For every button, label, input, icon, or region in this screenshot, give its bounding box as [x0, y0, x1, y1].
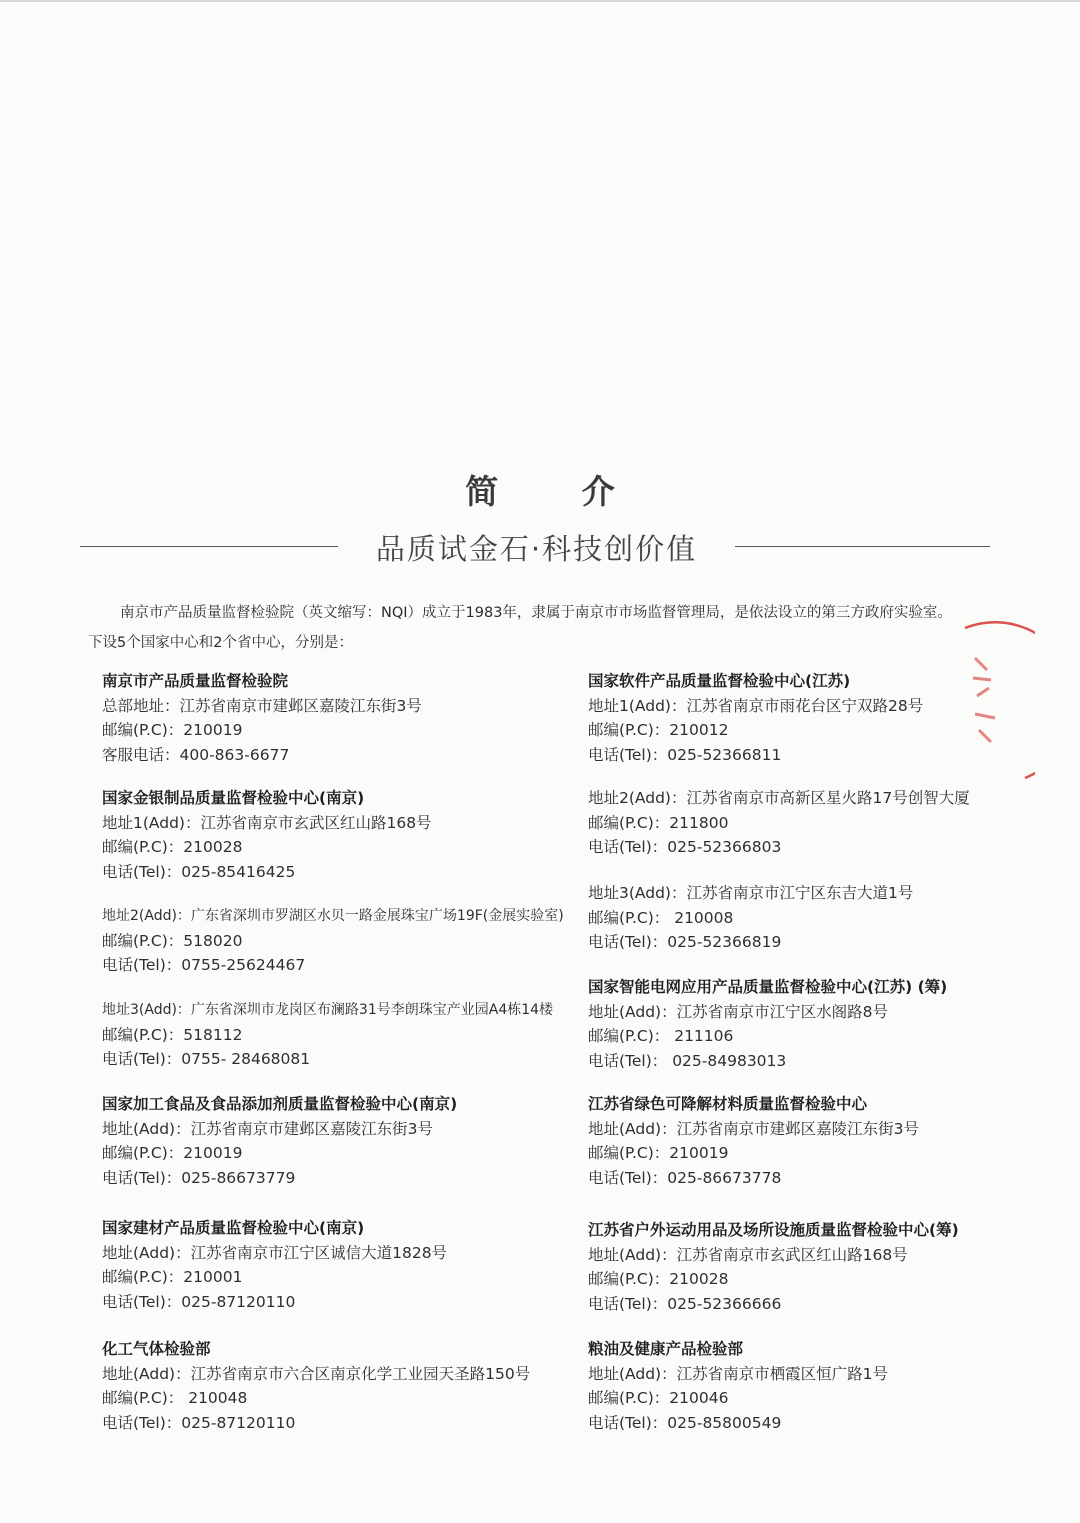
seal-text-strokes — [973, 658, 995, 742]
address-line: 地址1(Add)：江苏省南京市雨花台区宁双路28号 — [588, 696, 924, 715]
address-line: 地址(Add)：江苏省南京市玄武区红山路168号 — [588, 1245, 908, 1264]
postcode-line: 邮编(P.C)：210028 — [588, 1270, 729, 1288]
org-heading: 国家加工食品及食品添加剂质量监督检验中心(南京) — [102, 1095, 458, 1113]
phone-line: 电话(Tel)：025-87120110 — [102, 1292, 296, 1311]
org-block — [102, 1337, 530, 1435]
postcode-line: 邮编(P.C)： 210048 — [102, 1389, 248, 1407]
phone-line: 电话(Tel)：025-52366819 — [588, 933, 782, 951]
phone-line: 客服电话：400-863-6677 — [102, 745, 290, 764]
postcode-line: 邮编(P.C)：518112 — [102, 1025, 243, 1044]
org-heading: 国家智能电网应用产品质量监督检验中心(江苏) (筹) — [588, 978, 948, 996]
postcode-line: 邮编(P.C)：210019 — [588, 1144, 729, 1162]
org-heading: 国家建材产品质量监督检验中心(南京) — [102, 1219, 365, 1237]
phone-line: 电话(Tel)：025-86673778 — [588, 1168, 782, 1187]
org-heading: 国家软件产品质量监督检验中心(江苏) — [588, 672, 851, 690]
org-heading: 化工气体检验部 — [102, 1340, 211, 1358]
address-line: 地址1(Add)：江苏省南京市玄武区红山路168号 — [102, 813, 432, 832]
phone-line: 电话(Tel)：0755- 28468081 — [102, 1050, 311, 1068]
org-block — [588, 975, 947, 1073]
intro-line-2: 下设5个国家中心和2个省中心，分别是： — [88, 635, 353, 651]
postcode-line: 邮编(P.C)： 210008 — [588, 908, 734, 927]
phone-line: 电话(Tel)：0755-25624467 — [102, 956, 306, 974]
phone-line: 电话(Tel)：025-52366803 — [588, 838, 782, 856]
postcode-line: 邮编(P.C)： 211106 — [588, 1027, 734, 1045]
address-line: 地址3(Add)：广东省深圳市龙岗区布澜路31号李朗珠宝产业园A4栋14楼 — [102, 1002, 554, 1018]
address-line: 总部地址：江苏省南京市建邺区嘉陵江东街3号 — [102, 696, 422, 715]
address-line: 地址2(Add)：江苏省南京市高新区星火路17号创智大厦 — [588, 789, 970, 807]
org-heading: 江苏省绿色可降解材料质量监督检验中心 — [588, 1095, 868, 1113]
org-block — [102, 1216, 447, 1314]
org-block — [588, 1218, 959, 1316]
postcode-line: 邮编(P.C)：210028 — [102, 838, 243, 856]
address-line: 地址(Add)：江苏省南京市栖霞区恒广路1号 — [588, 1364, 888, 1383]
page-title: 简 介 — [465, 472, 651, 511]
subtitle-row — [0, 527, 1080, 566]
org-block — [588, 786, 970, 860]
org-heading: 南京市产品质量监督检验院 — [102, 672, 289, 690]
org-block — [102, 669, 422, 767]
postcode-line: 邮编(P.C)：210019 — [102, 721, 243, 739]
org-block — [588, 881, 913, 955]
org-heading: 粮油及健康产品检验部 — [588, 1340, 744, 1358]
org-block — [102, 1092, 457, 1190]
postcode-line: 邮编(P.C)：210019 — [102, 1144, 243, 1162]
phone-line: 电话(Tel)：025-52366666 — [588, 1294, 782, 1313]
org-block — [102, 998, 553, 1072]
subtitle: 品质试金石·科技创价值 — [375, 532, 698, 566]
org-heading: 国家金银制品质量监督检验中心(南京) — [102, 789, 365, 807]
address-line: 地址3(Add)：江苏省南京市江宁区东吉大道1号 — [588, 884, 914, 902]
postcode-line: 邮编(P.C)：211800 — [588, 813, 729, 832]
address-line: 地址2(Add)：广东省深圳市罗湖区水贝一路金展珠宝广场19F(金展实验室) — [102, 908, 564, 924]
org-block — [102, 904, 564, 978]
scan-top-border — [0, 0, 1080, 2]
postcode-line: 邮编(P.C)：210046 — [588, 1389, 729, 1407]
org-block — [102, 786, 432, 884]
address-line: 地址(Add)：江苏省南京市江宁区水阁路8号 — [588, 1002, 888, 1021]
phone-line: 电话(Tel)：025-52366811 — [588, 745, 782, 764]
postcode-line: 邮编(P.C)：210001 — [102, 1268, 243, 1286]
phone-line: 电话(Tel)：025-85800549 — [588, 1413, 782, 1432]
postcode-line: 邮编(P.C)：518020 — [102, 931, 243, 950]
intro-line-1: 南京市产品质量监督检验院（英文缩写：NQI）成立于1983年，隶属于南京市市场监督管理局，是依法设立的第三方政府实验室。 — [120, 605, 952, 621]
subtitle-rule-left — [80, 546, 338, 547]
phone-line: 电话(Tel)：025-86673779 — [102, 1168, 296, 1187]
org-heading: 江苏省户外运动用品及场所设施质量监督检验中心(筹) — [588, 1221, 959, 1239]
phone-line: 电话(Tel)：025-85416425 — [102, 862, 296, 881]
phone-line: 电话(Tel)：025-87120110 — [102, 1413, 296, 1432]
address-line: 地址(Add)：江苏省南京市六合区南京化学工业园天圣路150号 — [102, 1364, 531, 1383]
intro-paragraph — [88, 598, 1028, 658]
org-block — [588, 1337, 888, 1435]
phone-line: 电话(Tel)： 025-84983013 — [588, 1051, 787, 1070]
org-block — [588, 1092, 919, 1190]
address-line: 地址(Add)：江苏省南京市建邺区嘉陵江东街3号 — [588, 1119, 919, 1138]
address-line: 地址(Add)：江苏省南京市建邺区嘉陵江东街3号 — [102, 1119, 433, 1138]
postcode-line: 邮编(P.C)：210012 — [588, 721, 729, 739]
org-block — [588, 669, 923, 767]
address-line: 地址(Add)：江苏省南京市江宁区诚信大道1828号 — [102, 1243, 448, 1262]
subtitle-rule-right — [735, 546, 990, 547]
